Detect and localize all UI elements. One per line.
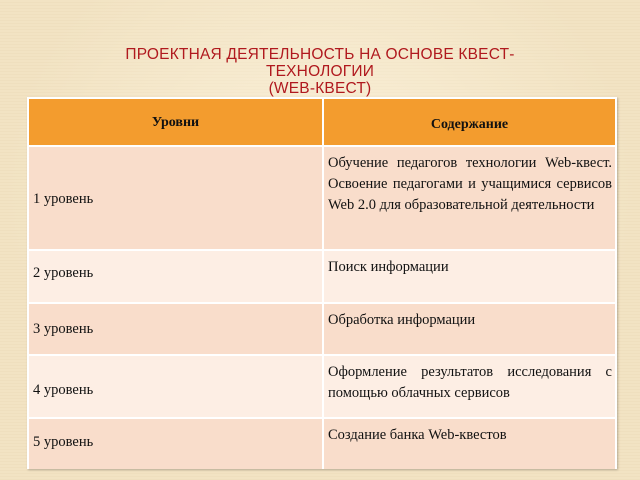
table-row	[29, 304, 615, 356]
content-cell: Обучение педагогов технологии Web-квест. Освоение педагогами и учащимися сервисов Web 2.0 для образовательной деятельности	[324, 147, 615, 251]
level-cell	[29, 356, 324, 419]
level-label: 1 уровень	[33, 190, 94, 207]
level-label: 5 уровень	[33, 433, 94, 450]
slide-title-line-2: ТЕХНОЛОГИИ	[265, 63, 375, 80]
level-label: 2 уровень	[33, 265, 94, 281]
content-cell: Обработка информации	[324, 304, 615, 356]
column-header-levels: Уровни	[29, 99, 324, 147]
content-cell: Оформление результатов исследования с помощью облачных сервисов	[324, 356, 615, 419]
table-row	[29, 419, 615, 469]
table-row	[29, 356, 615, 419]
table-row	[29, 251, 615, 304]
slide-title	[40, 46, 600, 97]
levels-table	[29, 99, 615, 469]
table-row	[29, 147, 615, 251]
level-cell	[29, 419, 324, 469]
level-cell	[29, 251, 324, 304]
table-header-row	[29, 99, 615, 147]
level-label: 3 уровень	[33, 320, 94, 337]
level-label: 4 уровень	[33, 382, 94, 398]
levels-table-container	[27, 97, 617, 469]
content-cell: Создание банка Web-квестов	[324, 419, 615, 469]
slide-title-line-3: (WEB-КВЕСТ)	[268, 80, 372, 97]
content-cell: Поиск информации	[324, 251, 615, 304]
column-header-content: Содержание	[324, 99, 615, 147]
level-cell	[29, 304, 324, 356]
slide-title-line-1: ПРОЕКТНАЯ ДЕЯТЕЛЬНОСТЬ НА ОСНОВЕ КВЕСТ-	[125, 46, 515, 63]
level-cell	[29, 147, 324, 251]
